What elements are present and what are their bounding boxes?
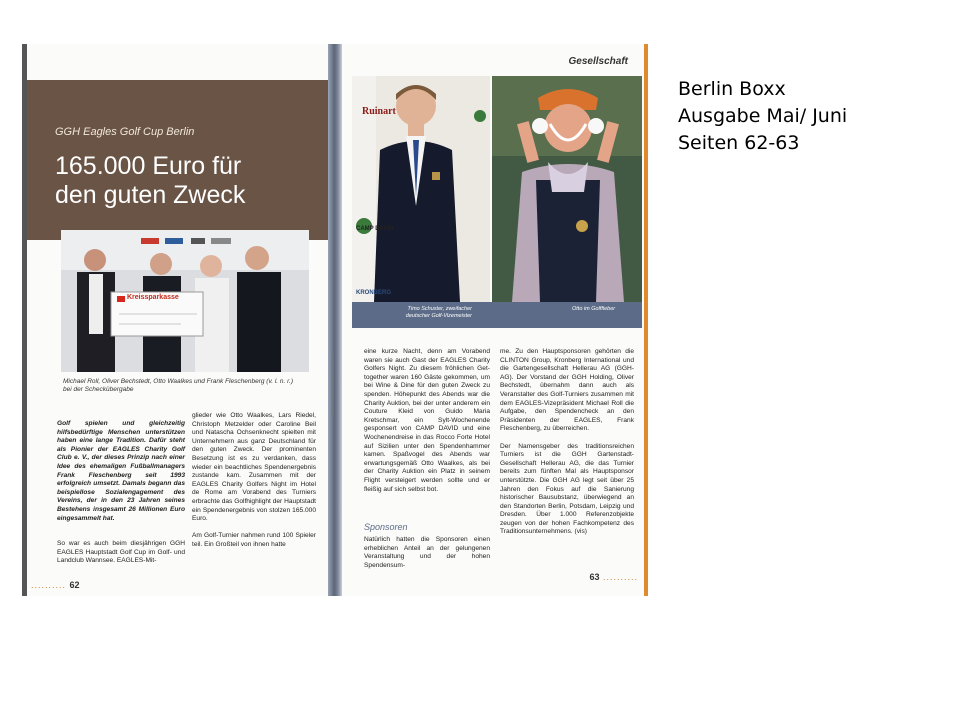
- headline-line-1: 165.000 Euro für: [55, 152, 242, 180]
- intro-paragraph: Golf spielen und gleichzeitig hilfsbedürftige Menschen unterstützen haben eine lange Tradition. Dafür steht als Pionier der EAGLES Charity Golf Club e. V., der dieses Prinzip nach einer Idee des ehemaligen Fußballmanagers Frank Fleschenberg seit 1993 erfolgreich umsetzt. Damals begann das beispiellose Sozialengagement des Vereins, der in den 23 Jahren seines Bestehens insgesamt 26 Millionen Euro eingesammelt hat.: [57, 420, 185, 522]
- caption-line-2: bei der Scheckübergabe: [63, 386, 134, 393]
- page-number-63: 63: [589, 572, 600, 582]
- rubric: GGH Eagles Golf Cup Berlin: [55, 126, 195, 138]
- caption-timo: [362, 306, 472, 320]
- section-label: Gesellschaft: [568, 56, 628, 67]
- left-column-2-para-1: glieder wie Otto Waalkes, Lars Riedel, Christoph Metzelder oder Caroline Beil und Natascha Ochsenknecht spielten mit Unternehmern aus ganz Deutschland für den guten Zweck. Der prominenten Besetzung ist es zu verdanken, dass wieder ein beachtliches Spendenergebnis zustande kam. Zusammen mit der EAGLES Charity Golfers Night im Hotel de Rome am Vorabend des Turniers erbrachte das Golfhighlight der Hauptstadt ein Spendenergebnis von stolzen 165.000 Euro.: [192, 412, 316, 523]
- otto-portrait-illustration: [492, 76, 642, 302]
- caption-otto: Otto im Golffieber: [572, 306, 616, 312]
- photo-caption: [63, 378, 313, 394]
- photo-check-handover: [61, 230, 309, 372]
- page-number-right: [589, 572, 638, 582]
- publication-title: Berlin Boxx: [678, 78, 786, 100]
- page-rule-right: ..........: [599, 572, 638, 582]
- page-edge-accent: [644, 44, 648, 596]
- sponsor-logo-camp-david: CAMP DAVID: [356, 226, 394, 232]
- headline: [55, 152, 315, 210]
- page-gutter: [328, 44, 342, 596]
- subhead-sponsoren: Sponsoren: [364, 522, 408, 532]
- right-column-1-text: eine kurze Nacht, denn am Vorabend waren sie auch Gast der EAGLES Charity Golfers Night. Zu diesem fröhlichen Get-together waren 160 Gäste gekommen, um bei Wine & Dine für den guten Zweck zu spenden. Höhepunkt des Abends war die Charity Auktion, bei der unter anderem ein Couture Kleid von Guido Maria Kretschmar, ein Sylt-Wochenende gesponsert von CAMP DAVID und eine Wochenendreise in das Rocco Forte Hotel auf Sizilien unter den Spendenhammer kamen. Spaßvogel des Abends war erwartungsgemäß Otto Waalkes, als bei der Charity Auktion ein Platz in seinem Flight versteigert werden sollte und er fleißig auf sich selbst bot.: [364, 348, 490, 493]
- headline-line-2: den guten Zweck: [55, 181, 246, 209]
- publication-issue: Ausgabe Mai/ Juni: [678, 105, 848, 127]
- left-column-2-para-2: Am Golf-Turnier nahmen rund 100 Spieler teil. Ein Großteil von ihnen hatte: [192, 532, 316, 548]
- photo-otto-golffieber: [492, 76, 642, 302]
- photo-credit: [330, 406, 335, 416]
- page-rule-left: ..........: [31, 580, 70, 590]
- caption-timo-line-1: Timo Schuster, zweifacher: [407, 306, 472, 312]
- left-column-2-text: [192, 412, 316, 550]
- check-bank-label: Kreissparkasse: [127, 294, 179, 301]
- left-page: [27, 44, 328, 596]
- right-column-1-text-b: Natürlich hatten die Sponsoren einen erheblichen Anteil an der gelungenen Veranstaltung und der hohen Spendensum-: [364, 536, 490, 569]
- photo-timo-schuster: [352, 76, 490, 302]
- sponsor-logo-ruinart: Ruinart: [362, 106, 396, 117]
- page-number-left: [31, 580, 80, 590]
- left-column-1-text: So war es auch beim diesjährigen GGH EAGLES Hauptstadt Golf Cup im Golf- und Landclub Wannsee. EAGLES-Mit-: [57, 540, 185, 565]
- publication-pages: Seiten 62-63: [678, 132, 800, 154]
- right-column-2-para-1: me. Zu den Hauptsponsoren gehörten die CLINTON Group, Kronberg International und die Gartengesellschaft Hellerau AG (GGH-AG). Der Vorstand der GGH Holding, Oliver Bechstedt, übernahm dann auch als Veranstalter des Golf-Turniers zusammen mit dem EAGLES-Vizepräsident Michael Roll die Aufgabe, den Spendencheck an den Präsidenten der EAGLES, Frank Fleschenberg, zu überreichen.: [500, 348, 634, 433]
- right-page: [342, 44, 648, 596]
- right-column-2-para-2: Der Namensgeber des traditionsreichen Turniers ist die GGH Gartenstadt-Gesellschaft Hellerau AG, die das Turnier bereits zum fünften Mal als Hauptsponsor unterstützte. Die GGH AG legt seit über 25 Jahren den Fokus auf die Sanierung historischer Bausubstanz, überwiegend an den Standorten Berlin, Potsdam, Leipzig und Dresden. Über 1.000 Referenzobjekte zeugen von der hohen Fachkompetenz des Traditionsunternehmens. (vis): [500, 442, 634, 536]
- sponsor-logo-kronberg: KRONBERG: [356, 290, 392, 296]
- caption-timo-line-2: deutscher Golf-Vizemeister: [405, 313, 472, 319]
- caption-line-1: Michael Roll, Oliver Bechstedt, Otto Waalkes und Frank Fleschenberg (v. l. n. r.): [63, 378, 293, 385]
- page-number-62: 62: [69, 580, 80, 590]
- publication-note: [678, 76, 847, 157]
- right-column-2-text: [500, 348, 634, 537]
- magazine-spread-scan: [22, 44, 648, 596]
- check-handover-illustration: [61, 230, 309, 372]
